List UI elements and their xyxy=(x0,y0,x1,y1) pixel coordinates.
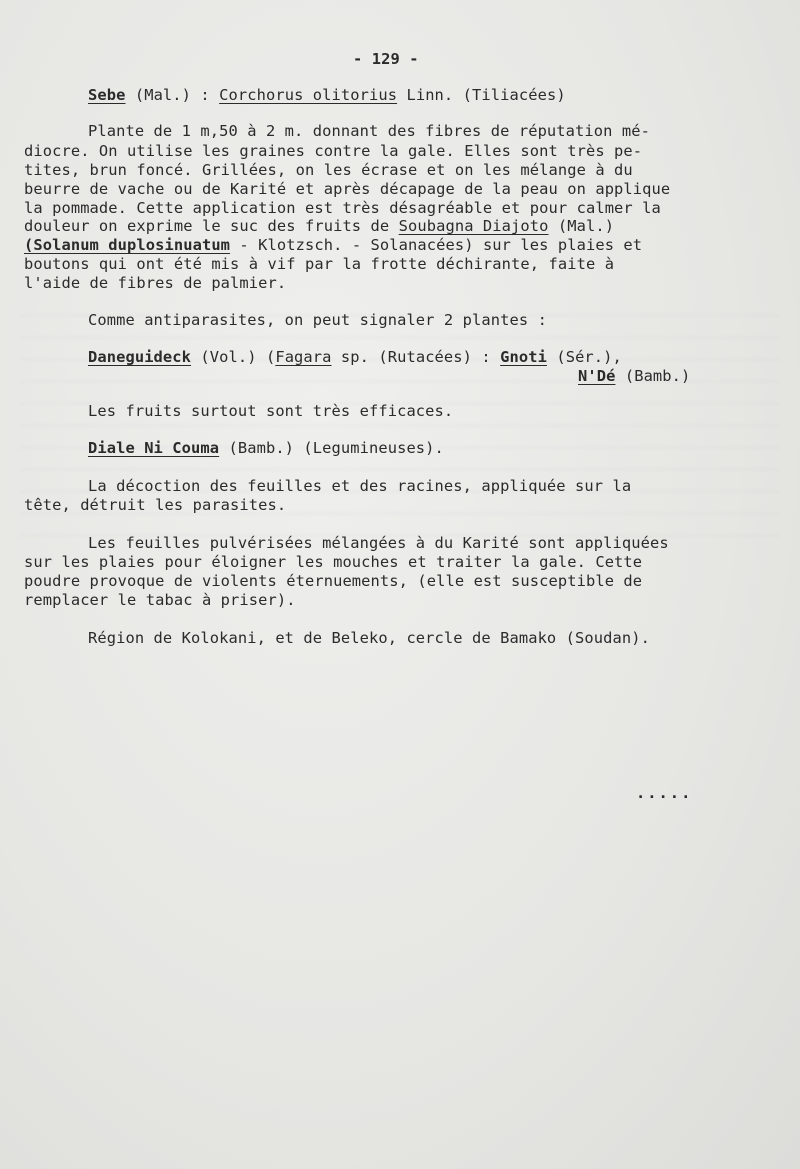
language-tag: (Sér.), xyxy=(546,348,622,366)
entry-daneguideck-heading xyxy=(88,350,622,365)
text-line: remplacer le tabac à priser). xyxy=(24,591,296,609)
text-line: Plante de 1 m,50 à 2 m. donnant des fibres de réputation mé- xyxy=(88,122,650,140)
plant-name: Gnoti xyxy=(500,348,547,366)
plant-name: Diale Ni Couma xyxy=(88,439,220,457)
language-tag: (Vol.) ( xyxy=(191,348,276,366)
species-name: (Solanum duplosinuatum xyxy=(24,236,231,254)
antiparasites-intro: Comme antiparasites, on peut signaler 2 plantes : xyxy=(88,311,547,329)
text-line: la pommade. Cette application est très désagréable et pour calmer la xyxy=(24,199,661,217)
plant-name: N'Dé xyxy=(578,367,616,385)
text-line: La décoction des feuilles et des racines, appliquée sur la xyxy=(88,477,632,495)
genus-name: Fagara xyxy=(275,348,332,366)
text-line: tites, brun foncé. Grillées, on les écrase et on les mélange à du xyxy=(24,161,633,179)
text-line: diocre. On utilise les graines contre la gale. Elles sont très pe- xyxy=(24,142,643,160)
entry-sebe-heading xyxy=(88,88,566,103)
text-line: sur les plaies pour éloigner les mouches et traiter la gale. Cette xyxy=(24,553,643,571)
text-line xyxy=(24,238,642,253)
language-tag: (Bamb.) xyxy=(615,367,691,385)
plant-name: Soubagna Diajoto xyxy=(398,217,549,235)
text-line xyxy=(24,219,614,234)
text-segment: (Bamb.) (Legumineuses). xyxy=(219,439,444,457)
text-line: l'aide de fibres de palmier. xyxy=(24,274,287,292)
species-name: Corchorus olitorius xyxy=(219,86,398,104)
end-marker: ..... xyxy=(636,784,693,802)
plant-name: Daneguideck xyxy=(88,348,192,366)
region-line: Région de Kolokani, et de Beleko, cercle de Bamako (Soudan). xyxy=(88,629,650,647)
entry-daneguideck-alt xyxy=(578,369,690,384)
text-line: Les feuilles pulvérisées mélangées à du Karité sont appliquées xyxy=(88,534,669,552)
text-segment: sp. (Rutacées) : xyxy=(331,348,501,366)
text-segment: (Mal.) xyxy=(548,217,615,235)
authority-family: Linn. (Tiliacées) xyxy=(397,86,566,104)
text-line: Les fruits surtout sont très efficaces. xyxy=(88,402,454,420)
text-line: beurre de vache ou de Karité et après décapage de la peau on applique xyxy=(24,180,671,198)
plant-name: Sebe xyxy=(88,86,126,104)
text-line: boutons qui ont été mis à vif par la frotte déchirante, faite à xyxy=(24,255,615,273)
entry-diale-heading xyxy=(88,441,444,456)
page-number: - 129 - xyxy=(353,50,419,68)
text-line: poudre provoque de violents éternuements, (elle est susceptible de xyxy=(24,572,643,590)
text-segment: - Klotzsch. - Solanacées) sur les plaies et xyxy=(230,236,643,254)
text-line: tête, détruit les parasites. xyxy=(24,496,287,514)
language-tag: (Mal.) : xyxy=(125,86,220,104)
text-segment: douleur on exprime le suc des fruits de xyxy=(24,217,399,235)
